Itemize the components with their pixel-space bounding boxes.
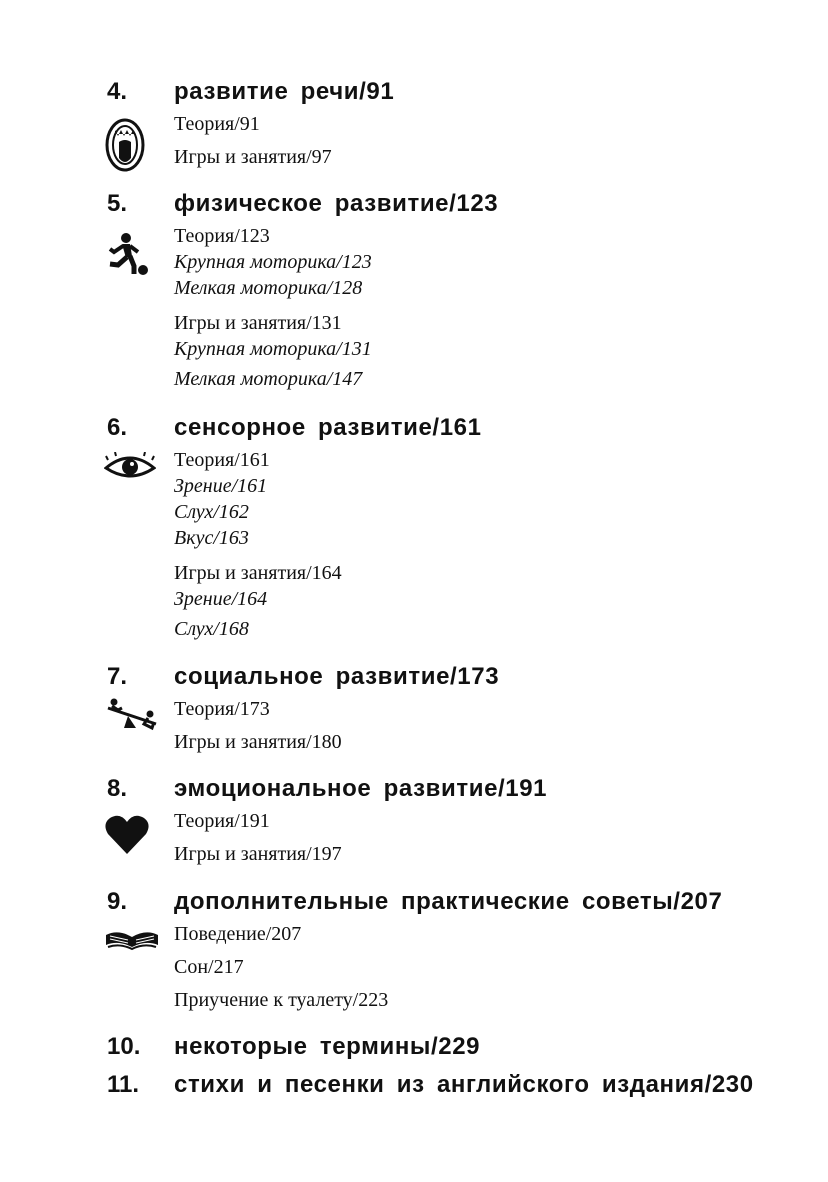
toc-entry[interactable]: Игры и занятия/131 (174, 312, 342, 334)
toc-entry[interactable]: Игры и занятия/180 (174, 731, 342, 753)
section-title[interactable]: физическое развитие/123 (174, 190, 499, 217)
section-title[interactable]: развитие речи/91 (174, 78, 395, 105)
seesaw-icon (104, 698, 160, 734)
section-title[interactable]: стихи и песенки из английского издания/230 (174, 1071, 754, 1098)
toc-entry[interactable]: Игры и занятия/97 (174, 146, 332, 168)
eye-icon (104, 452, 156, 482)
toc-subentry[interactable]: Вкус/163 (174, 527, 249, 549)
toc-subentry[interactable]: Слух/162 (174, 501, 249, 523)
toc-entry[interactable]: Теория/191 (174, 810, 270, 832)
heart-icon (104, 814, 150, 856)
toc-entry[interactable]: Теория/91 (174, 113, 260, 135)
section-title[interactable]: социальное развитие/173 (174, 663, 500, 690)
section-number: 10. (107, 1033, 141, 1060)
section-number: 8. (107, 775, 128, 802)
toc-subentry[interactable]: Крупная моторика/131 (174, 338, 372, 360)
section-number: 11. (107, 1071, 140, 1098)
section-number: 4. (107, 78, 128, 105)
toc-entry[interactable]: Теория/173 (174, 698, 270, 720)
section-number: 5. (107, 190, 128, 217)
section-number: 9. (107, 888, 128, 915)
toc-entry[interactable]: Игры и занятия/197 (174, 843, 342, 865)
running-child-icon (104, 232, 150, 278)
toc-entry[interactable]: Теория/161 (174, 449, 270, 471)
toc-entry[interactable]: Игры и занятия/164 (174, 562, 342, 584)
toc-subentry[interactable]: Мелкая моторика/128 (174, 277, 363, 299)
section-title[interactable]: сенсорное развитие/161 (174, 414, 482, 441)
toc-entry[interactable]: Сон/217 (174, 956, 244, 978)
section-title[interactable]: эмоциональное развитие/191 (174, 775, 548, 802)
open-book-icon (104, 927, 160, 951)
toc-subentry[interactable]: Зрение/164 (174, 588, 268, 610)
toc-subentry[interactable]: Крупная моторика/123 (174, 251, 372, 273)
toc-subentry[interactable]: Слух/168 (174, 618, 249, 640)
toc-entry[interactable]: Теория/123 (174, 225, 270, 247)
section-number: 7. (107, 663, 128, 690)
section-title[interactable]: дополнительные практические советы/207 (174, 888, 723, 915)
mouth-icon (104, 118, 146, 172)
toc-subentry[interactable]: Мелкая моторика/147 (174, 368, 363, 390)
toc-subentry[interactable]: Зрение/161 (174, 475, 268, 497)
section-number: 6. (107, 414, 128, 441)
toc-entry[interactable]: Приучение к туалету/223 (174, 989, 389, 1011)
toc-entry[interactable]: Поведение/207 (174, 923, 302, 945)
section-title[interactable]: некоторые термины/229 (174, 1033, 481, 1060)
